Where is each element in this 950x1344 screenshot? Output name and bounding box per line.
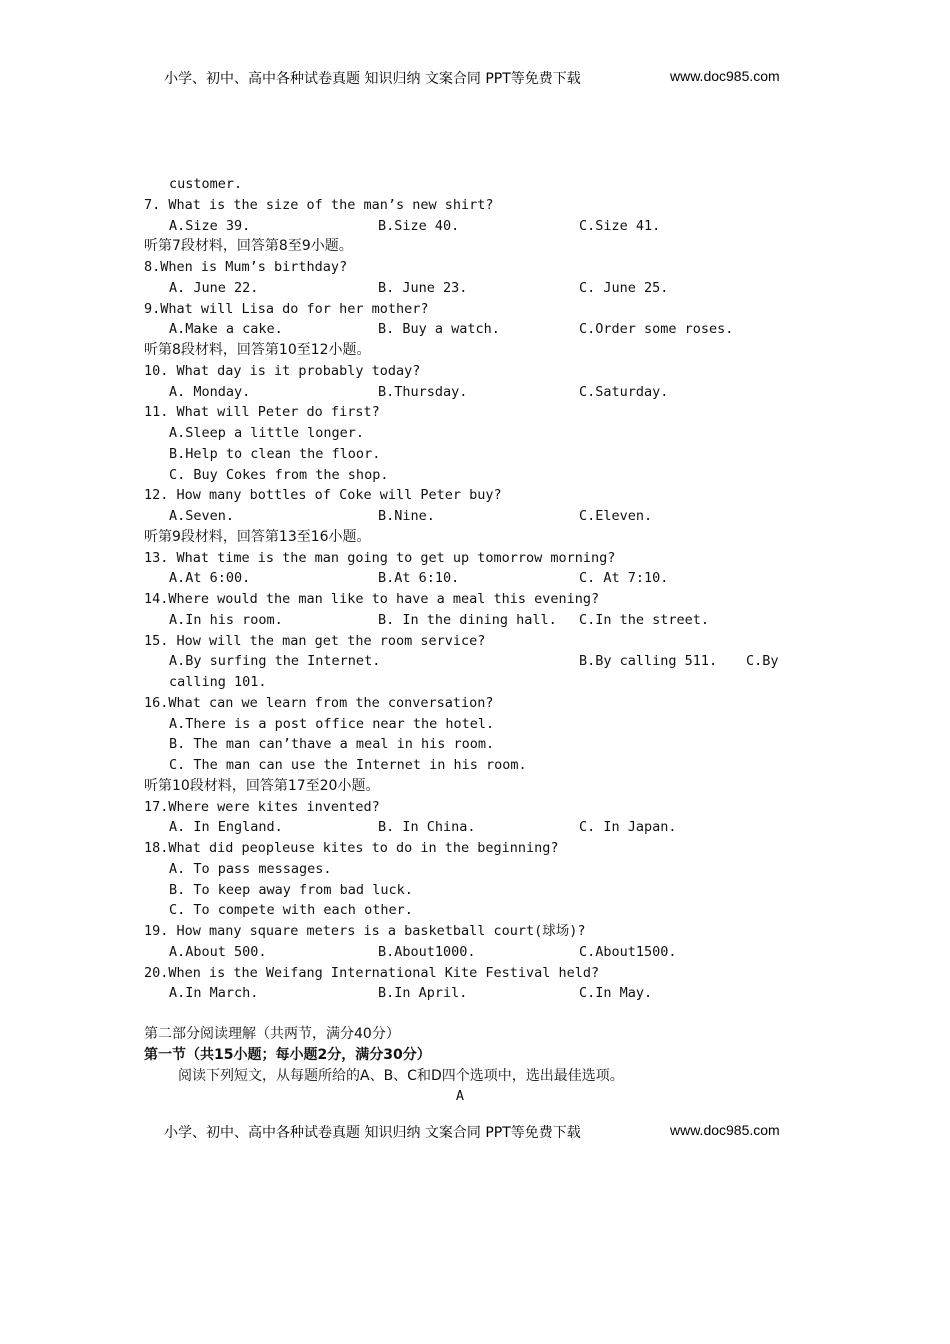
page-footer: [0, 1122, 950, 1144]
page-header: [0, 68, 950, 90]
question-16: 16.What can we learn from the conversation?: [144, 694, 494, 711]
option-c: C.Size 41.: [579, 217, 661, 234]
option-c: C.Order some roses.: [579, 321, 734, 338]
option-b: B.At 6:10.: [378, 570, 460, 587]
option-c-continued: calling 101.: [169, 674, 267, 690]
question-9: 9.What will Lisa do for her mother?: [144, 300, 429, 317]
options-12: [144, 506, 794, 527]
options-15: [144, 651, 794, 672]
options-20: [144, 983, 794, 1004]
options-13: [144, 568, 794, 589]
option-a: A. June 22.: [169, 279, 259, 296]
option-a: A.About 500.: [169, 943, 267, 960]
option-b: B.Nine.: [378, 508, 435, 524]
section-heading-8: 听第8段材料，回答第10至12小题。: [144, 342, 371, 358]
option-b: B.In April.: [378, 985, 468, 1002]
option-b: B. The man can’thave a meal in his room.: [169, 736, 495, 753]
option-b: B. In China.: [378, 819, 476, 836]
option-b: B.Thursday.: [378, 383, 468, 400]
options-9: [144, 319, 794, 340]
option-c: C.Eleven.: [579, 508, 653, 524]
option-c: C. In Japan.: [579, 819, 677, 836]
option-c: C.Saturday.: [579, 383, 669, 400]
continued-text: customer.: [169, 176, 243, 192]
question-8: 8.When is Mum’s birthday?: [144, 259, 348, 275]
exam-content: [144, 174, 794, 1107]
question-19: 19. How many square meters is a basketball court(球场)?: [144, 923, 586, 939]
options-7: [144, 216, 794, 237]
footer-text: 小学、初中、高中各种试卷真题 知识归纳 文案合同 PPT等免费下载: [164, 1125, 581, 1141]
option-c: C. The man can use the Internet in his room.: [169, 757, 527, 773]
section-heading-7: 听第7段材料，回答第8至9小题。: [144, 238, 353, 255]
question-20: 20.When is the Weifang International Kite Festival held?: [144, 964, 600, 981]
passage-label: A: [455, 1088, 465, 1105]
option-b: B. June 23.: [378, 279, 468, 296]
option-c: C.In May.: [579, 985, 653, 1002]
question-10: 10. What day is it probably today?: [144, 362, 421, 379]
question-13: 13. What time is the man going to get up tomorrow morning?: [144, 549, 616, 566]
option-a: A.Make a cake.: [169, 321, 283, 338]
option-a: A.Sleep a little longer.: [169, 425, 365, 441]
question-17: 17.Where were kites invented?: [144, 798, 380, 815]
option-a: A.There is a post office near the hotel.: [169, 715, 495, 732]
section-one-title: 第一节（共15小题；每小题2分，满分30分）: [144, 1046, 431, 1063]
part-two-title: 第二部分阅读理解（共两节，满分40分）: [144, 1026, 400, 1042]
option-a: A.In his room.: [169, 611, 283, 628]
section-heading-9: 听第9段材料，回答第13至16小题。: [144, 528, 371, 545]
option-a: A.Size 39.: [169, 217, 251, 234]
option-a: A. In England.: [169, 819, 283, 836]
option-c: C.By: [746, 653, 779, 670]
option-c: C.About1500.: [579, 943, 677, 960]
option-c: C. Buy Cokes from the shop.: [169, 466, 389, 483]
question-14: 14.Where would the man like to have a meal this evening?: [144, 591, 600, 607]
option-a: A. To pass messages.: [169, 860, 332, 877]
options-8: [144, 278, 794, 299]
question-12: 12. How many bottles of Coke will Peter buy?: [144, 487, 502, 504]
header-url: www.doc985.com: [670, 68, 780, 84]
instruction-text: 阅读下列短文，从每题所给的A、B、C和D四个选项中，选出最佳选项。: [178, 1067, 624, 1084]
options-19: [144, 942, 794, 963]
option-a: A.Seven.: [169, 508, 235, 524]
option-b: B. To keep away from bad luck.: [169, 881, 413, 898]
option-b: B.About1000.: [378, 943, 476, 960]
header-text: 小学、初中、高中各种试卷真题 知识归纳 文案合同 PPT等免费下载: [164, 71, 581, 87]
options-14: [144, 610, 794, 631]
spacer: [144, 1004, 794, 1024]
option-a: A. Monday.: [169, 383, 251, 400]
option-a: A.By surfing the Internet.: [169, 653, 381, 670]
footer-url: www.doc985.com: [670, 1122, 780, 1138]
option-b: B.Help to clean the floor.: [169, 445, 381, 462]
option-b: B. In the dining hall.: [378, 611, 557, 628]
option-b: B.By calling 511.: [579, 653, 718, 670]
option-c: C. June 25.: [579, 279, 669, 296]
options-17: [144, 817, 794, 838]
option-b: B.Size 40.: [378, 217, 460, 234]
option-a: A.In March.: [169, 985, 259, 1002]
option-a: A.At 6:00.: [169, 570, 251, 587]
question-15: 15. How will the man get the room service?: [144, 632, 486, 649]
question-11: 11. What will Peter do first?: [144, 404, 380, 421]
question-18: 18.What did peopleuse kites to do in the beginning?: [144, 840, 559, 856]
option-c: C.In the street.: [579, 611, 710, 628]
option-c: C. To compete with each other.: [169, 902, 413, 919]
option-c: C. At 7:10.: [579, 570, 669, 587]
section-heading-10: 听第10段材料，回答第17至20小题。: [144, 777, 380, 794]
question-7: 7. What is the size of the man’s new shirt?: [144, 196, 494, 213]
option-b: B. Buy a watch.: [378, 321, 500, 338]
options-10: [144, 382, 794, 403]
